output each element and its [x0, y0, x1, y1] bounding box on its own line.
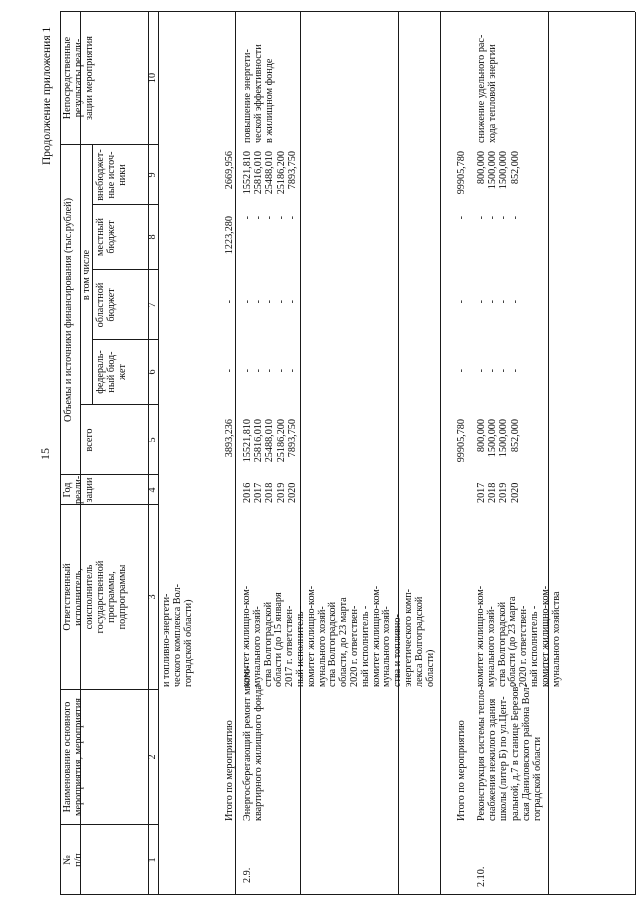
header-number: № п/п: [62, 853, 84, 867]
colnum-6: 6: [147, 369, 158, 375]
colnum-2: 2: [147, 754, 158, 760]
header-federal: федераль- ный бюд- жет: [95, 350, 128, 394]
itogo-2-regional: -: [456, 300, 467, 304]
colnum-9: 9: [147, 172, 158, 178]
header-results: Непосредственные результаты реали- зации мероприятия: [62, 36, 95, 120]
row-2-9-number: 2.9.: [242, 867, 253, 883]
row-2-9-regional: - - - - -: [242, 300, 298, 304]
itogo-2-total: 99905,780: [456, 419, 467, 463]
itogo-1-label: Итого по мероприятию: [224, 720, 235, 821]
row-2-10-number: 2.10.: [476, 866, 487, 887]
row-2-9-years: 2016 2017 2018 2019 2020: [242, 482, 298, 503]
row-2-9-total: 15521,810 25816,010 25488,010 25186,200 7893,750: [242, 419, 298, 463]
row-2-10-total: 800,000 1500,000 1500,000 852,000: [476, 419, 521, 458]
header-regional: областной бюджет: [95, 282, 117, 328]
row-2-10-regional: - - - -: [476, 300, 521, 304]
row-2-9-result: повышение энергети- ческой эффективности в жилищном фонде: [242, 44, 276, 143]
row-2-10-years: 2017 2018 2019 2020: [476, 482, 521, 503]
row-2-10-responsible: комитет жилищно-ком- мунального хозяй- ства Волгоградской области (до 23 марта 2020 г. ответствен- ный исполнитель - комитет жилищно-ком- мунального хозяйства: [475, 585, 562, 687]
colnum-8: 8: [147, 234, 158, 240]
header-including: в том числе: [81, 249, 92, 301]
row-2-9-name: Энергосберегающий ремонт много- квартирного жилищного фонда: [242, 665, 265, 821]
itogo-2-local: -: [456, 216, 467, 220]
itogo-1-regional: -: [224, 300, 235, 304]
header-extrabudget: внебюджет- ные источ- ники: [95, 149, 128, 201]
itogo-2-label: Итого по мероприятию: [456, 720, 467, 821]
colnum-1: 1: [147, 857, 158, 863]
row-2-10-local: - - - -: [476, 216, 521, 220]
colnum-4: 4: [147, 487, 158, 493]
header-responsible: Ответственный исполнитель, соисполнитель государственной программы, подпрограммы: [62, 560, 128, 634]
itogo-2-federal: -: [456, 369, 467, 373]
row-2-9-federal: - - - - -: [242, 369, 298, 373]
row-2-10-federal: - - - -: [476, 369, 521, 373]
colnum-7: 7: [147, 302, 158, 308]
row-2-9-extrabudget: 15521,810 25816,010 25488,010 25186,200 7893,750: [242, 151, 298, 195]
itogo-1-local: 1223,280: [224, 216, 235, 255]
header-local: местный бюджет: [95, 218, 117, 256]
itogo-2-extrabudget: 99905,780: [456, 151, 467, 195]
colnum-5: 5: [147, 437, 158, 443]
header-total: всего: [84, 428, 95, 452]
header-event-name: Наименование основного мероприятия, мероприятия: [62, 698, 84, 816]
itogo-1-federal: -: [224, 369, 235, 373]
row-2-9-local: - - - - -: [242, 216, 298, 220]
page-number: 15: [38, 448, 52, 460]
colnum-3: 3: [147, 594, 158, 600]
page-caption: Продолжение приложения 1: [41, 26, 53, 165]
row-2-10-extrabudget: 800,000 1500,000 1500,000 852,000: [476, 151, 521, 190]
colnum-10: 10: [147, 72, 158, 84]
continuation-text: и топливно-энергети- ческого комплекса Вол- гоградской области): [161, 584, 194, 687]
row-2-10-name: Реконструкция системы тепло- снабжения нежилого здания школы (литер Б) по ул.Цент- ральной, д.7 в станице Березов- ская Даниловского района Вол- гоградской области: [476, 683, 544, 821]
row-2-10-result: снижение удельного рас- хода тепловой энергии: [476, 34, 499, 143]
itogo-1-extrabudget: 2669,956: [224, 151, 235, 190]
itogo-1-total: 3893,236: [224, 419, 235, 458]
row-2-9-responsible: комитет жилищно-ком- мунального хозяй- ства Волгоградской области (до 15 января 2017 г. ответствен- ный исполнитель - комитет жилищно-ком- мунального хозяй- ства Волгоградской области, до 23 марта 2020 г. ответствен- ный исполнитель - комитет жилищно-ком- мунального хозяй- ства и топливно- энергетического комп- лекса Волгоградской области): [241, 585, 436, 687]
header-financing: Объемы и источники финансирования (тыс.рублей): [63, 197, 74, 423]
header-year: Год реали- зации: [62, 475, 95, 504]
